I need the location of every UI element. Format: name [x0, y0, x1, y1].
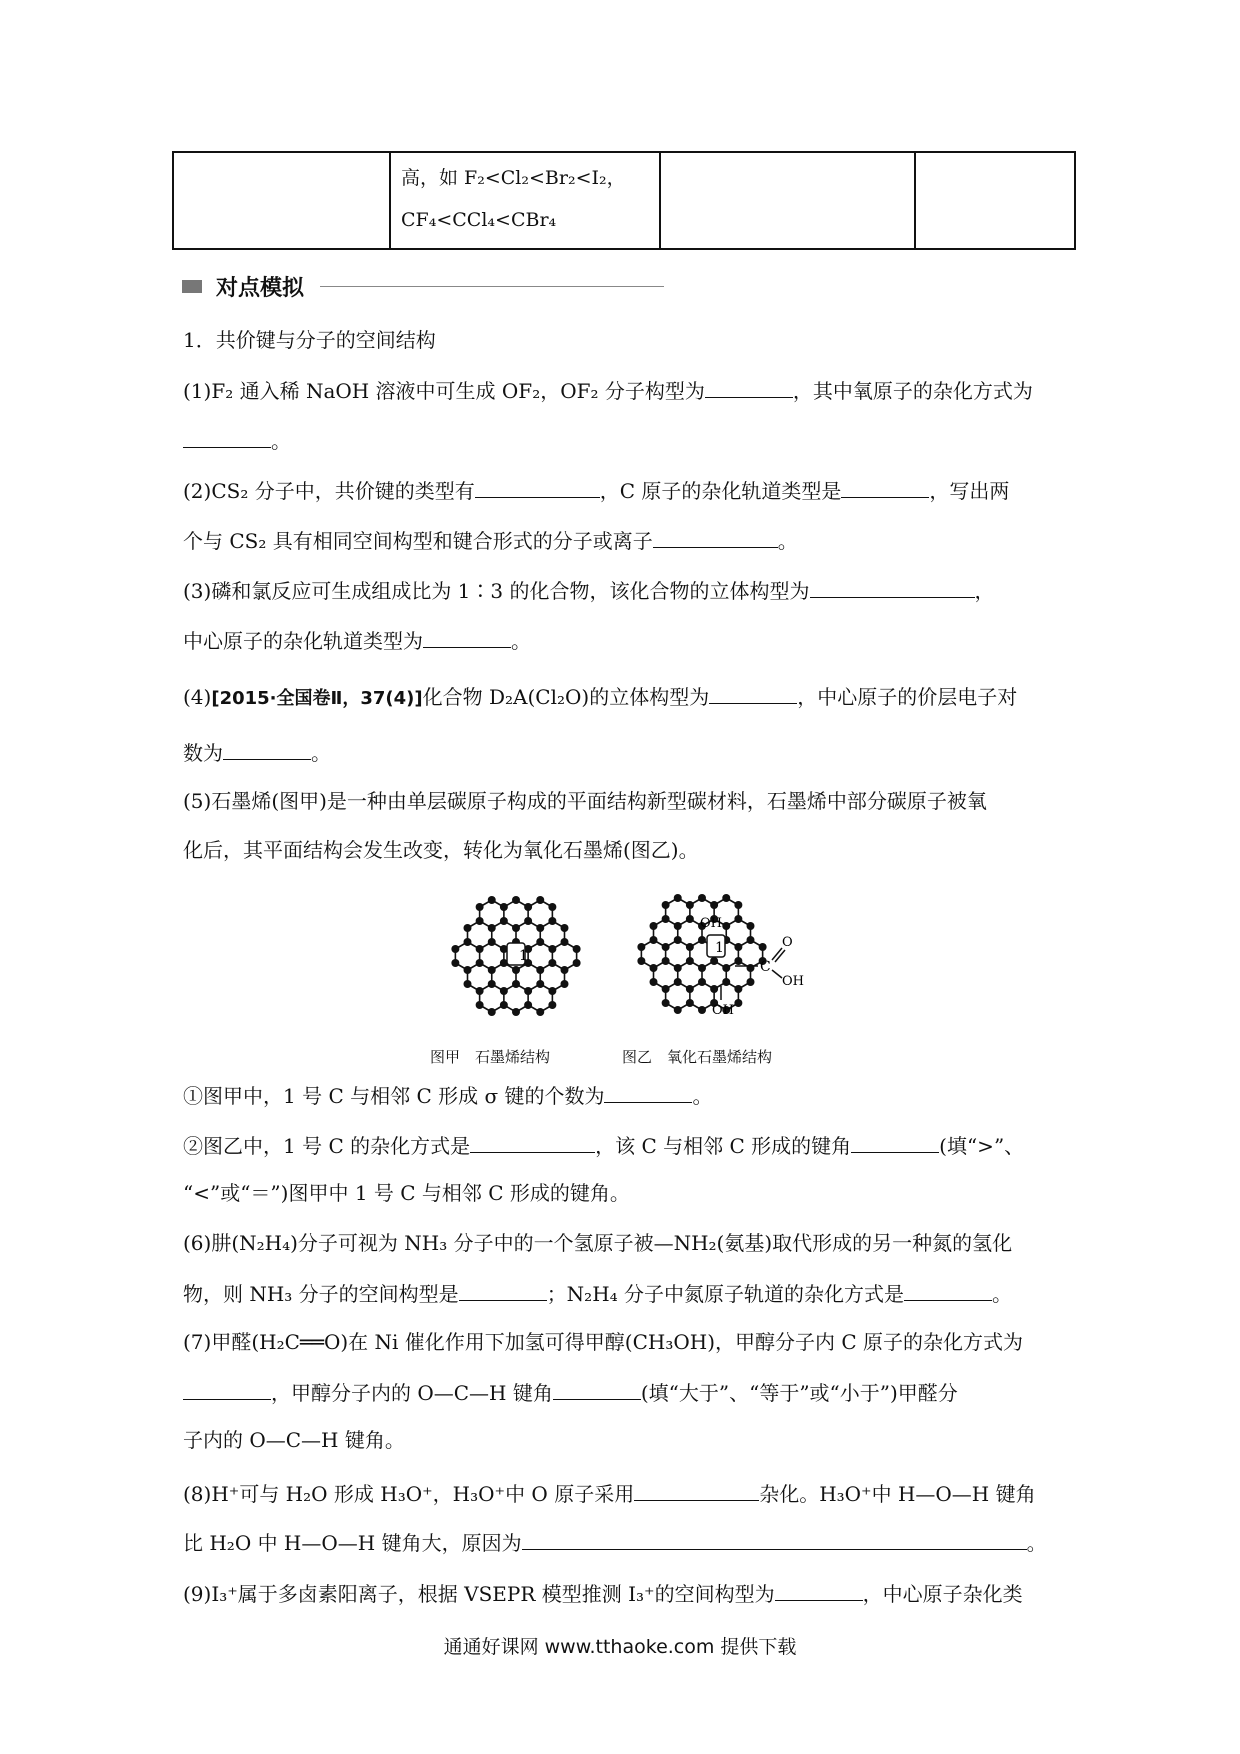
- question-5-line-1: (5)石墨烯(图甲)是一种由单层碳原子构成的平面结构新型碳材料，石墨烯中部分碳原子被氧: [183, 789, 987, 813]
- carbon-atom: [548, 959, 556, 967]
- carbon-atom: [464, 938, 472, 946]
- carbon-atom: [536, 938, 544, 946]
- answer-blank[interactable]: [709, 681, 797, 704]
- answer-blank[interactable]: [423, 625, 511, 648]
- figure-caption-a: 图甲 石墨烯结构: [430, 1048, 551, 1066]
- question-6-line-1: (6)肼(N₂H₄)分子可视为 NH₃ 分子中的一个氢原子被—NH₂(氨基)取代形成的另一种氮的氢化: [183, 1231, 1013, 1255]
- carbon-atom: [746, 978, 754, 986]
- q8-text-c: 比 H₂O 中 H—O—H 键角大，原因为: [183, 1531, 522, 1555]
- question-7-line-2: [183, 1377, 958, 1407]
- table-cell-line-1: 高，如 F₂<Cl₂<Br₂<I₂，: [401, 167, 626, 189]
- q2-text-e: 。: [777, 529, 798, 553]
- graphene-oxide-structure-figure: [637, 894, 766, 1014]
- carbon-atom: [476, 945, 484, 953]
- carbon-atom: [488, 980, 496, 988]
- carbon-atom: [734, 985, 742, 993]
- q4-text-a: (4): [183, 685, 212, 709]
- carbon-atom: [674, 936, 682, 944]
- carbon-atom: [560, 980, 568, 988]
- carbon-atom: [686, 943, 694, 951]
- carbon-atom: [500, 903, 508, 911]
- carbon-atom: [650, 936, 658, 944]
- carbon-atom: [536, 966, 544, 974]
- carbon-atom: [710, 901, 718, 909]
- carbon-atom: [573, 945, 581, 953]
- carbon-atom: [734, 943, 742, 951]
- carbon-atom: [524, 987, 532, 995]
- q9-text-b: ，中心原子杂化类: [862, 1582, 1023, 1606]
- carbon-atom: [759, 943, 767, 951]
- carbon-atom: [512, 1008, 520, 1016]
- answer-blank[interactable]: [775, 1578, 863, 1601]
- table-cell-example: [390, 152, 660, 249]
- carbon-1-label-a: 1: [519, 948, 528, 964]
- page-footer: 通通好课网 www.tthaoke.com 提供下载: [443, 1636, 797, 1658]
- carbon-atom: [637, 943, 645, 951]
- answer-blank[interactable]: [183, 1377, 271, 1400]
- q2-text-b: ，C 原子的杂化轨道类型是: [599, 479, 842, 503]
- carbon-atom: [524, 917, 532, 925]
- question-4-line-1: [183, 681, 1017, 713]
- question-3-line-2: [183, 625, 531, 655]
- q1-text-c: 。: [271, 429, 291, 453]
- carbon-atom: [464, 980, 472, 988]
- question-7-line-3: 子内的 O—C—H 键角。: [183, 1428, 405, 1452]
- carbon-atom: [722, 894, 730, 902]
- q6-text-b: 物，则 NH₃ 分子的空间构型是: [183, 1282, 459, 1306]
- carbon-atom: [476, 959, 484, 967]
- carbon-atom: [573, 959, 581, 967]
- q1-text-b: ，其中氧原子的杂化方式为: [792, 379, 1033, 403]
- carbon-atom: [722, 922, 730, 930]
- question-5-sub-1: [183, 1080, 712, 1110]
- carbon-atom: [674, 978, 682, 986]
- q4-text-e: 。: [311, 741, 331, 765]
- question-8-line-1: [183, 1478, 1036, 1508]
- carbon-atom: [674, 964, 682, 972]
- answer-blank[interactable]: [604, 1080, 692, 1103]
- carbon-atom: [524, 1001, 532, 1009]
- carbon-atom: [500, 917, 508, 925]
- carboxyl-c-label: C: [760, 959, 771, 975]
- carbon-atom: [500, 987, 508, 995]
- answer-blank[interactable]: [522, 1527, 1027, 1550]
- carbon-atom: [734, 915, 742, 923]
- carbon-atom: [548, 1001, 556, 1009]
- answer-blank[interactable]: [183, 425, 271, 448]
- carbon-atom: [734, 901, 742, 909]
- q5-1-text-b: 。: [692, 1084, 713, 1108]
- question-5-line-2: 化后，其平面结构会发生改变，转化为氧化石墨烯(图乙)。: [183, 838, 699, 862]
- carbon-atom: [560, 938, 568, 946]
- carbon-atom: [698, 1006, 706, 1014]
- question-2-line-2: [183, 525, 798, 555]
- q8-text-b: 杂化。H₃O⁺中 H—O—H 键角: [759, 1482, 1036, 1506]
- property-table: [172, 151, 1076, 250]
- question-3-line-1: [183, 575, 995, 605]
- carbon-atom: [512, 966, 520, 974]
- carbon-atom: [698, 936, 706, 944]
- graphene-figures: [420, 880, 840, 1050]
- carbon-atom: [746, 964, 754, 972]
- table-cell-empty-2: [660, 152, 915, 249]
- carbon-atom: [734, 999, 742, 1007]
- section-heading: [182, 270, 664, 302]
- carbon-atom: [476, 1001, 484, 1009]
- carbon-atom: [734, 957, 742, 965]
- carbon-atom: [698, 894, 706, 902]
- figure-caption-b: 图乙 氧化石墨烯结构: [622, 1048, 773, 1066]
- question-6-line-2: [183, 1278, 1012, 1308]
- carbon-atom: [476, 917, 484, 925]
- carbon-atom: [536, 1008, 544, 1016]
- carbon-atom: [662, 943, 670, 951]
- question-7-line-1: (7)甲醛(H₂C══O)在 Ni 催化作用下加氢可得甲醇(CH₃OH)，甲醇分子内 C 原子的杂化方式为: [183, 1330, 1024, 1354]
- carbon-atom: [710, 985, 718, 993]
- carbon-atom: [548, 917, 556, 925]
- q2-text-d: 个与 CS₂ 具有相同空间构型和键合形式的分子或离子: [183, 529, 653, 553]
- q4-text-b: 化合物 D₂A(Cl₂O)的立体构型为: [422, 685, 710, 709]
- question-1-line-2: [183, 425, 291, 455]
- carbon-atom: [662, 915, 670, 923]
- q5-2-text-c: (填“>”、: [939, 1134, 1025, 1158]
- carbon-atom: [686, 999, 694, 1007]
- answer-blank[interactable]: [470, 1130, 595, 1153]
- question-2-line-1: [183, 475, 1009, 505]
- q4-text-d: 数为: [183, 741, 223, 765]
- q3-text-d: 。: [511, 629, 531, 653]
- section-square-icon: [182, 280, 202, 293]
- carbon-atom: [451, 945, 459, 953]
- carbon-atom: [698, 978, 706, 986]
- answer-blank[interactable]: [851, 1130, 939, 1153]
- q4-text-c: ，中心原子的价层电子对: [797, 685, 1018, 709]
- carbon-atom: [524, 903, 532, 911]
- carbon-atom: [722, 978, 730, 986]
- carbon-atom: [451, 959, 459, 967]
- table-cell-empty-3: [915, 152, 1075, 249]
- carbon-atom: [662, 957, 670, 965]
- question-5-sub-2-line-2: “<”或“＝”)图甲中 1 号 C 与相邻 C 形成的键角。: [183, 1181, 630, 1205]
- answer-blank[interactable]: [634, 1478, 759, 1501]
- answer-blank[interactable]: [705, 375, 793, 398]
- carbon-atom: [686, 915, 694, 923]
- table-cell-line-2: CF₄<CCl₄<CBr₄: [401, 209, 557, 231]
- carbon-atom: [548, 903, 556, 911]
- question-heading: 1．共价键与分子的空间结构: [183, 328, 436, 352]
- question-9-line-1: [183, 1578, 1023, 1608]
- carbon-atom: [560, 966, 568, 974]
- table-cell-empty-1: [173, 152, 390, 249]
- carbon-atom: [686, 901, 694, 909]
- q5-1-text-a: ①图甲中，1 号 C 与相邻 C 形成 σ 键的个数为: [183, 1084, 605, 1108]
- carbon-atom: [662, 901, 670, 909]
- answer-blank[interactable]: [459, 1278, 547, 1301]
- carbon-atom: [548, 987, 556, 995]
- answer-blank[interactable]: [223, 737, 311, 760]
- q3-text-c: 中心原子的杂化轨道类型为: [183, 629, 423, 653]
- carbon-atom: [662, 999, 670, 1007]
- carbon-atom: [746, 922, 754, 930]
- carbon-atom: [746, 936, 754, 944]
- carbon-atom: [674, 922, 682, 930]
- carbon-atom: [548, 945, 556, 953]
- carbon-atom: [722, 964, 730, 972]
- carbon-atom: [662, 985, 670, 993]
- carbon-atom: [710, 957, 718, 965]
- q8-text-d: 。: [1026, 1531, 1047, 1555]
- q2-text-a: (2)CS₂ 分子中，共价键的类型有: [183, 479, 475, 503]
- carbon-atom: [488, 896, 496, 904]
- carbon-atom: [476, 987, 484, 995]
- question-4-line-2: [183, 737, 331, 767]
- q5-2-text-a: ②图乙中，1 号 C 的杂化方式是: [183, 1134, 471, 1158]
- carbon-atom: [512, 924, 520, 932]
- section-rule: [320, 286, 664, 287]
- q7-text-c: (填“大于”、“等于”或“小于”)甲醛分: [640, 1381, 958, 1405]
- carbon-atom: [637, 957, 645, 965]
- answer-blank[interactable]: [553, 1377, 641, 1400]
- q3-text-b: ，: [974, 579, 995, 603]
- carbon-atom: [464, 924, 472, 932]
- carbon-atom: [476, 903, 484, 911]
- carbon-atom: [488, 1008, 496, 1016]
- carbon-1-label-b: 1: [715, 940, 724, 956]
- q2-text-c: ，写出两: [929, 479, 1010, 503]
- answer-blank[interactable]: [904, 1278, 992, 1301]
- carbon-atom: [650, 964, 658, 972]
- carbon-atom: [686, 957, 694, 965]
- q7-text-b: ，甲醇分子内的 O—C—H 键角: [271, 1381, 553, 1405]
- carbon-atom: [536, 924, 544, 932]
- oh-label-bottom: OH: [712, 1003, 734, 1018]
- carbon-atom: [488, 938, 496, 946]
- carbon-atom: [650, 922, 658, 930]
- answer-blank[interactable]: [841, 475, 929, 498]
- carbon-atom: [650, 978, 658, 986]
- question-5-sub-2-line-1: [183, 1130, 1024, 1160]
- q4-source: [2015·全国卷Ⅱ，37(4)]: [211, 688, 423, 709]
- carbon-atom: [488, 966, 496, 974]
- oh-label-carboxyl: OH: [782, 974, 804, 989]
- carboxyl-o-label: O: [782, 935, 793, 950]
- oh-label-top: OH: [700, 916, 722, 931]
- section-title: 对点模拟: [216, 275, 305, 301]
- q6-text-d: 。: [992, 1282, 1013, 1306]
- carbon-atom: [464, 966, 472, 974]
- q6-text-c: ；N₂H₄ 分子中氮原子轨道的杂化方式是: [546, 1282, 905, 1306]
- carbon-atom: [512, 980, 520, 988]
- carbon-atom: [512, 896, 520, 904]
- carbon-atom: [536, 896, 544, 904]
- carbon-atom: [488, 924, 496, 932]
- q1-text-a: (1)F₂ 通入稀 NaOH 溶液中可生成 OF₂，OF₂ 分子构型为: [183, 379, 705, 403]
- carbon-atom: [536, 980, 544, 988]
- carbon-atom: [698, 964, 706, 972]
- carbon-atom: [686, 985, 694, 993]
- q8-text-a: (8)H⁺可与 H₂O 形成 H₃O⁺，H₃O⁺中 O 原子采用: [183, 1482, 635, 1506]
- carbon-atom: [500, 1001, 508, 1009]
- question-1-line-1: [183, 375, 1033, 405]
- carbon-atom: [674, 1006, 682, 1014]
- q9-text-a: (9)I₃⁺属于多卤素阳离子，根据 VSEPR 模型推测 I₃⁺的空间构型为: [183, 1582, 775, 1606]
- q5-2-text-b: ，该 C 与相邻 C 形成的键角: [595, 1134, 852, 1158]
- answer-blank[interactable]: [810, 575, 975, 598]
- answer-blank[interactable]: [653, 525, 778, 548]
- carbon-atom: [674, 894, 682, 902]
- answer-blank[interactable]: [475, 475, 600, 498]
- carbon-atom: [560, 924, 568, 932]
- q3-text-a: (3)磷和氯反应可生成组成比为 1∶3 的化合物，该化合物的立体构型为: [183, 579, 810, 603]
- question-8-line-2: [183, 1527, 1047, 1557]
